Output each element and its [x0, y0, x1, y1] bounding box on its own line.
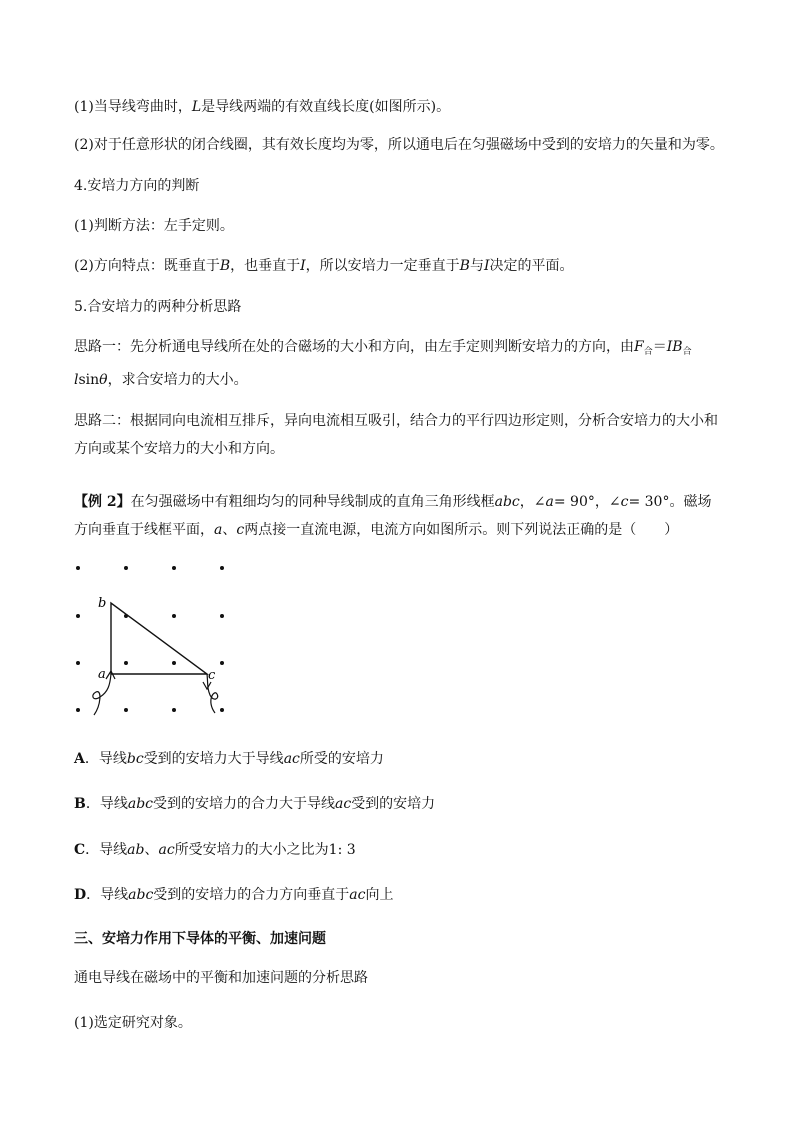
subscript: 合 — [682, 347, 692, 357]
text: 向上 — [365, 887, 394, 903]
option-A[interactable] — [74, 745, 724, 773]
option-key: C — [74, 842, 86, 858]
text: ，所以安培力一定垂直于 — [305, 258, 460, 274]
section3-heading: 三、安培力作用下导体的平衡、加速问题 — [74, 931, 326, 947]
current-arrow-c — [203, 682, 211, 689]
triangle-wire-frame-figure — [60, 555, 250, 730]
text: ．导线 — [84, 751, 127, 767]
text: (1)当导线弯曲时， — [74, 99, 192, 115]
section3-step1: (1)选定研究对象。 — [74, 1015, 192, 1031]
magnetic-field-dots — [76, 566, 224, 712]
symbol-ac: ac — [349, 887, 366, 903]
text: 受到的安培力 — [351, 796, 436, 812]
option-key: D — [74, 887, 87, 903]
section3-intro: 通电导线在磁场中的平衡和加速问题的分析思路 — [74, 970, 368, 986]
option-D[interactable] — [74, 881, 724, 909]
section4-line2: (2)对于任意形状的闭合线圈，其有效长度均为零，所以通电后在匀强磁场中受到的安培力的矢量和为零。 — [74, 137, 724, 153]
symbol-ac: ac — [158, 842, 175, 858]
text: 决定的平面。 — [489, 258, 574, 274]
symbol-theta: θ — [99, 372, 108, 388]
symbol-IB: IB — [666, 339, 683, 355]
section5-idea1 — [74, 333, 724, 394]
text: = 30°。磁场方向垂直于线框平面， — [74, 494, 712, 538]
sin: sin — [78, 372, 100, 388]
symbol-c: c — [236, 522, 245, 538]
text: 、 — [144, 842, 159, 858]
text: 是导线两端的有效直线长度(如图所示)。 — [201, 99, 451, 115]
text: 所受安培力的大小之比为1: 3 — [174, 842, 356, 858]
text: (2)方向特点：既垂直于 — [74, 258, 220, 274]
vertex-label-c: c — [208, 668, 216, 683]
text: 两点接一直流电源，电流方向如图所示。则下列说法正确的是（ ） — [244, 522, 679, 538]
text: 受到的安培力的合力大于导线 — [153, 796, 335, 812]
section5-idea2: 思路二：根据同向电流相互排斥，异向电流相互吸引，结合力的平行四边形定则，分析合安培力的大小和方向或某个安培力的大小和方向。 — [74, 413, 718, 457]
vertex-label-b: b — [98, 596, 107, 611]
symbol-ac: ac — [335, 796, 352, 812]
option-C[interactable] — [74, 836, 724, 864]
symbol-ab: ab — [127, 842, 145, 858]
symbol-abc: abc — [128, 887, 154, 903]
section4-feature — [74, 252, 724, 280]
option-key: A — [74, 751, 85, 767]
symbol-L: L — [191, 99, 202, 115]
symbol-abc: abc — [494, 494, 520, 510]
text: 在匀强磁场中有粗细均匀的同种导线制成的直角三角形线框 — [130, 494, 495, 510]
text: ．导线 — [85, 796, 128, 812]
example-question — [74, 488, 724, 544]
symbol-a: a — [214, 522, 223, 538]
equals: ＝ — [652, 339, 667, 355]
text: 所受的安培力 — [299, 751, 384, 767]
symbol-l: l — [74, 372, 79, 388]
section4-heading: 4.安培力方向的判断 — [74, 178, 200, 194]
text: 受到的安培力大于导线 — [143, 751, 284, 767]
symbol-a: a — [545, 494, 554, 510]
section5-heading: 5.合安培力的两种分析思路 — [74, 299, 242, 315]
symbol-I: I — [300, 258, 306, 274]
text: 受到的安培力的合力方向垂直于 — [153, 887, 350, 903]
symbol-bc: bc — [126, 751, 144, 767]
text: ，求合安培力的大小。 — [107, 372, 248, 388]
option-key: B — [74, 796, 86, 812]
symbol-B: B — [459, 258, 470, 274]
text: ，∠ — [519, 494, 546, 510]
section4-line1 — [74, 93, 724, 121]
symbol-ac: ac — [283, 751, 300, 767]
text: ．导线 — [86, 887, 129, 903]
text: ．导线 — [85, 842, 128, 858]
example-tag: 【例 2】 — [74, 494, 131, 510]
text: 、 — [222, 522, 237, 538]
vertex-label-a: a — [98, 667, 106, 682]
symbol-I: I — [483, 258, 490, 274]
text: 思路一：先分析通电导线所在处的合磁场的大小和方向，由左手定则判断安培力的方向，由 — [74, 339, 634, 355]
symbol-F: F — [634, 339, 644, 355]
option-B[interactable] — [74, 790, 724, 818]
symbol-c: c — [620, 494, 629, 510]
text: 与 — [469, 258, 484, 274]
subscript: 合 — [643, 347, 653, 357]
symbol-abc: abc — [127, 796, 153, 812]
text: ，也垂直于 — [230, 258, 301, 274]
symbol-B: B — [219, 258, 231, 274]
text: = 90°，∠ — [553, 494, 621, 510]
section4-method: (1)判断方法：左手定则。 — [74, 218, 234, 234]
